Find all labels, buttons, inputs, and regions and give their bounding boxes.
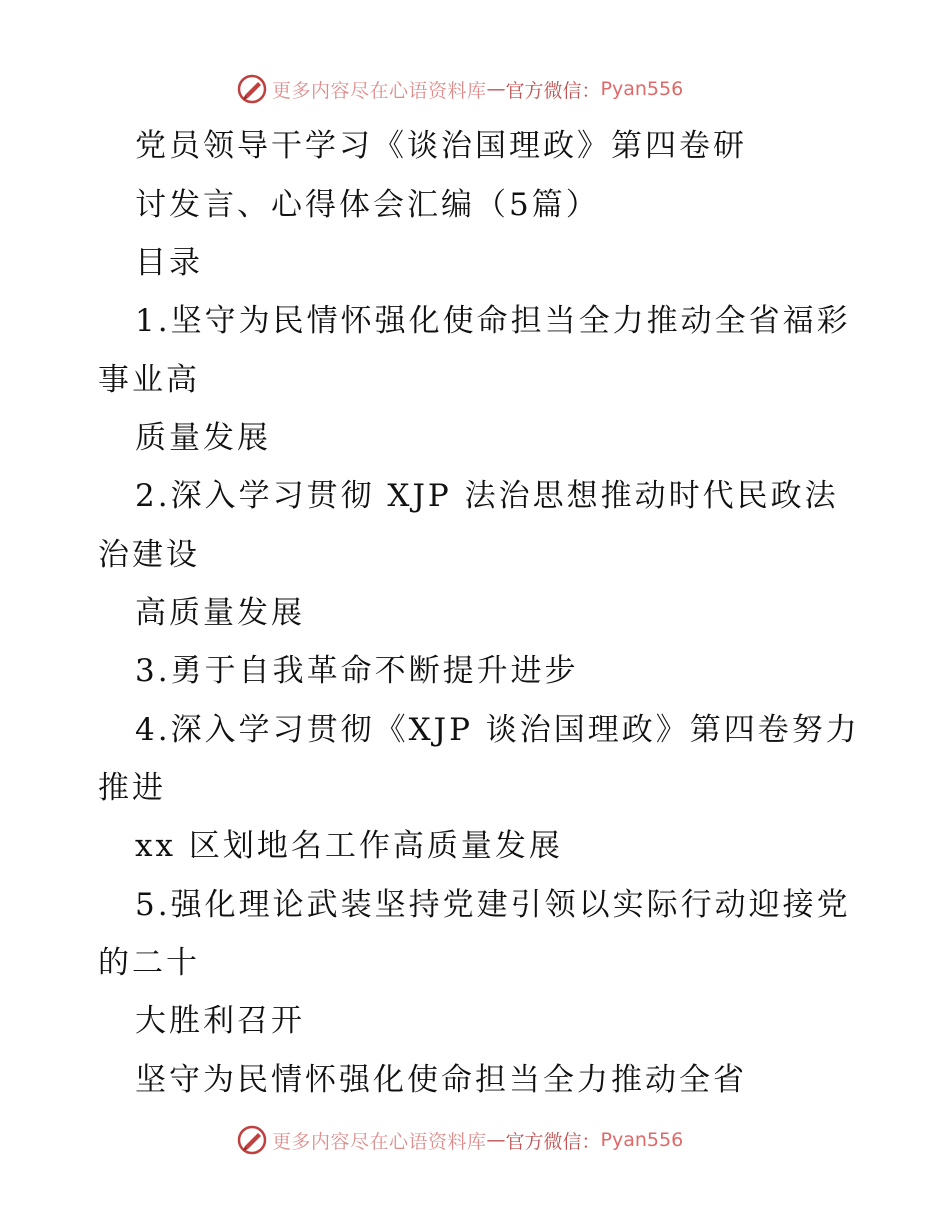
watermark-separator: — bbox=[486, 1129, 506, 1151]
toc-heading: 目录 bbox=[135, 245, 203, 281]
pen-logo-icon bbox=[236, 73, 268, 105]
toc-item-2-cont: 治建设 bbox=[98, 537, 200, 573]
title-line-2: 讨发言、心得体会汇编（5篇） bbox=[135, 187, 600, 223]
toc-item-5: 5.强化理论武装坚持党建引领以实际行动迎接党 bbox=[135, 887, 851, 923]
watermark-text: 更多内容尽在心语资料库 bbox=[272, 1130, 487, 1153]
watermark-separator: — bbox=[486, 78, 506, 100]
toc-item-2-cont: 高质量发展 bbox=[135, 595, 305, 631]
watermark-label: 官方微信： bbox=[505, 79, 601, 102]
toc-item-1-cont: 质量发展 bbox=[135, 420, 271, 456]
watermark-text: 更多内容尽在心语资料库 bbox=[272, 79, 487, 102]
watermark-header bbox=[236, 73, 683, 105]
watermark-id: Pyan556 bbox=[600, 78, 684, 100]
section-heading: 坚守为民情怀强化使命担当全力推动全省 bbox=[135, 1062, 747, 1098]
toc-item-1: 1.坚守为民情怀强化使命担当全力推动全省福彩 bbox=[135, 303, 851, 339]
pen-logo-icon bbox=[236, 1124, 268, 1156]
watermark-id: Pyan556 bbox=[600, 1129, 684, 1151]
toc-item-1-cont: 事业高 bbox=[98, 362, 200, 398]
toc-item-4-cont: xx 区划地名工作高质量发展 bbox=[135, 828, 563, 864]
toc-item-5-cont: 的二十 bbox=[98, 945, 200, 981]
title-line-1: 党员领导干学习《谈治国理政》第四卷研 bbox=[135, 128, 747, 164]
toc-item-3: 3.勇于自我革命不断提升进步 bbox=[135, 653, 579, 689]
toc-item-5-cont: 大胜利召开 bbox=[135, 1003, 305, 1039]
watermark-footer bbox=[236, 1124, 683, 1156]
toc-item-2: 2.深入学习贯彻 XJP 法治思想推动时代民政法 bbox=[135, 478, 839, 514]
toc-item-4-cont: 推进 bbox=[98, 770, 166, 806]
watermark-label: 官方微信： bbox=[505, 1130, 601, 1153]
toc-item-4: 4.深入学习贯彻《XJP 谈治国理政》第四卷努力 bbox=[135, 712, 860, 748]
